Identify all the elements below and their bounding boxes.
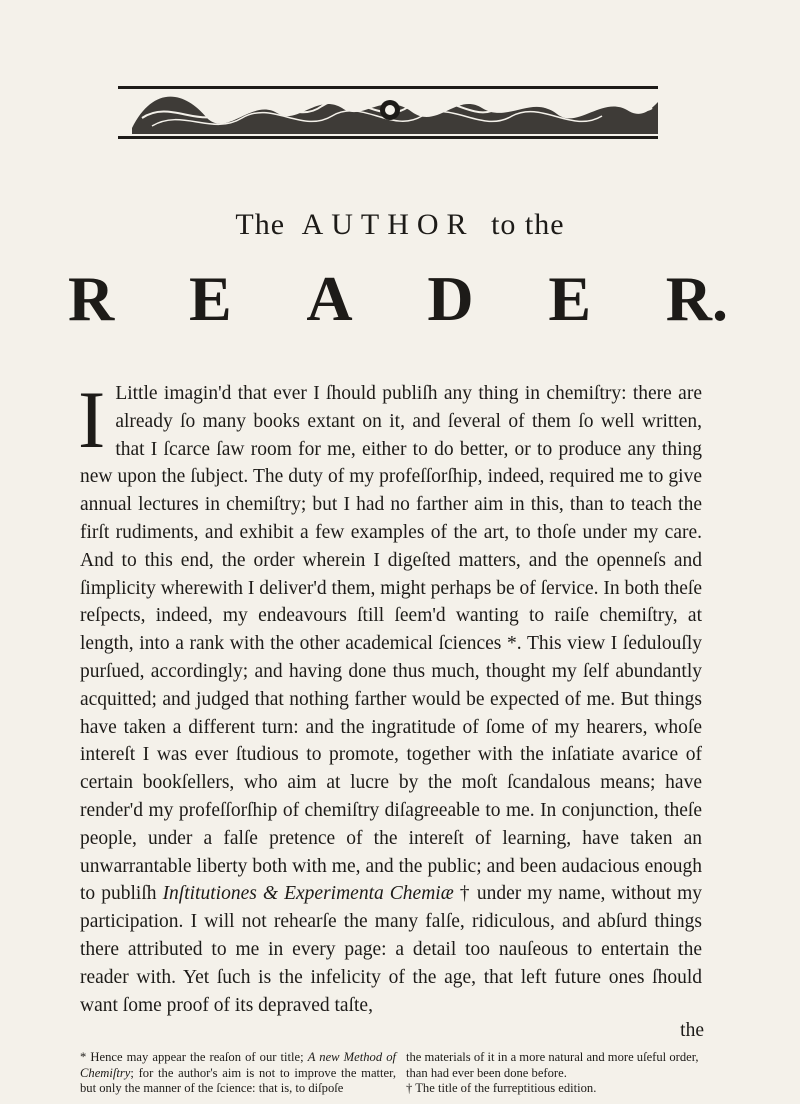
footnotes xyxy=(80,1050,722,1097)
footnote-1-continuation: the materials of it in a more natural and more uſeful order, than had ever been done before. xyxy=(406,1050,699,1080)
body-paragraph xyxy=(78,374,703,1019)
footnote-2: † The title of the furreptitious edition. xyxy=(406,1081,597,1096)
heading-reader xyxy=(68,262,728,336)
book-title: Inſtitutiones & Experimenta Chemiæ xyxy=(162,883,454,905)
reader-letter: A xyxy=(306,263,353,334)
heading-author: AUTHOR xyxy=(301,208,475,241)
footnote-column-right xyxy=(406,1050,722,1097)
catchword: the xyxy=(680,1020,704,1041)
footnote-1-text: * Hence may appear the reaſon of our title; xyxy=(80,1050,308,1064)
body-text-2: This view I ſedulouſly purſued, accordingly; and having done thus much, thought my ſelf abundantly acquitted; and judged that nothing farther would be expected of me. But things have taken a different turn: and the ingratitude of ſome of my hearers, whoſe intereſt I was ever ſtudious to promote, together with the inſatiate avarice of certain bookſellers, who aim at lucre by the moſt ſcandalous means; have render'd my profeſſorſhip of chemiſtry diſagreeable to me. In conjunction, theſe people, under a falſe pretence of the intereſt of learning, have taken an unwarrantable liberty both with me, and the public; and been audacious enough to publiſh xyxy=(80,633,702,905)
drop-cap: I xyxy=(78,374,106,465)
reader-letter: R. xyxy=(665,263,728,334)
reader-letter: R xyxy=(68,263,115,334)
body-text-1: Little imagin'd that ever I ſhould publiſh any thing in chemiſtry: there are already ſo many books extant on it, and ſeveral of them ſo well written, that I ſcarce ſaw room for me, either to do better, or to produce any thing new upon the ſubject. The duty of my profeſſorſhip, indeed, required me to give annual lectures in chemiſtry; but I had no farther aim in this, than to teach the firſt rudiments, and exhibit a few examples of the art, to thoſe under my care. And to this end, the order wherein I digeſted matters, and the openneſs and ſimplicity wherewith I deliver'd them, might perhaps be of ſervice. In both theſe reſpects, indeed, my endeavours ſtill ſeem'd wanting to raiſe chemiſtry, at length, into a rank with the other academical ſciences xyxy=(80,383,702,655)
footnote-marker-star: *. xyxy=(501,633,522,655)
footnote-1-rest: ; for the author's aim is not to improve the matter, but only the manner of the ſcience: that is, to diſpoſe xyxy=(80,1065,396,1096)
reader-letter: E xyxy=(548,263,592,334)
footnote-1-title: A new Method of Chemiſtry xyxy=(80,1050,397,1080)
reader-letter: D xyxy=(427,263,474,334)
footnote-marker-dagger: † xyxy=(453,883,471,905)
footnote-column-left xyxy=(80,1050,396,1097)
decorative-headpiece-ornament xyxy=(112,78,667,146)
heading-the: The xyxy=(235,208,286,241)
body-text-3: under my name, without my participation. I will not rehearſe the many falſe, ridiculous, and abſurd things there attributed to me in every page: a detail too nauſeous to entertain the reader with. Yet ſuch is the infelicity of the age, that left future ones ſhould want ſome proof of its depraved taſte, xyxy=(80,883,703,1016)
reader-letter: E xyxy=(188,263,232,334)
heading-to-the: to the xyxy=(491,208,565,241)
page-heading xyxy=(0,208,800,242)
